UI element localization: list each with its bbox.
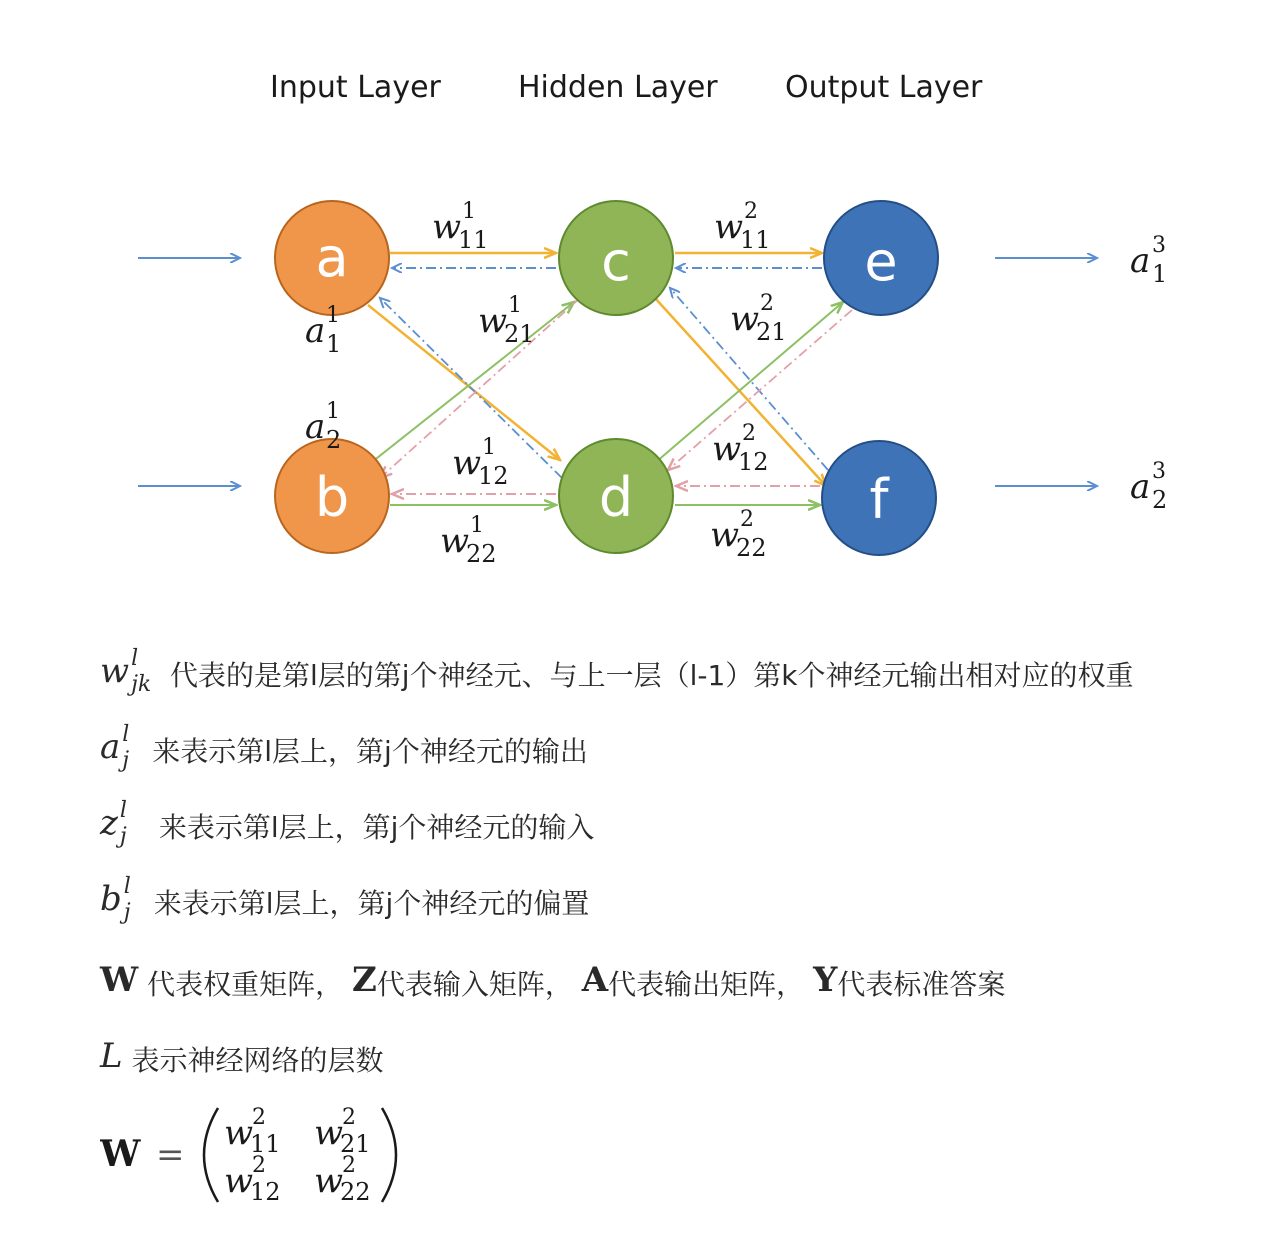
svg-text:w: w [224, 1161, 254, 1201]
svg-text:1: 1 [326, 399, 340, 424]
definition-L-text: 表示神经网络的层数 [122, 1044, 384, 1077]
weight-w11-1 [432, 199, 489, 254]
symbol-W: W [100, 960, 139, 1000]
svg-text:21: 21 [756, 318, 787, 346]
svg-text:22: 22 [340, 1178, 371, 1206]
svg-text:1: 1 [462, 199, 476, 224]
node-c-label: c [601, 230, 631, 293]
matrix-cell-22 [314, 1153, 371, 1206]
svg-text:2: 2 [252, 1153, 266, 1178]
svg-text:1: 1 [508, 293, 522, 318]
weight-w21-2 [730, 291, 787, 346]
svg-text:3: 3 [1152, 233, 1166, 258]
matrix-lhs: W [100, 1133, 141, 1175]
svg-text:1: 1 [482, 435, 496, 460]
activation-a2-3 [1130, 459, 1167, 514]
svg-text:2: 2 [740, 507, 754, 532]
symbol-A: A [581, 960, 609, 1000]
header-input-layer: Input Layer [270, 70, 441, 105]
svg-text:12: 12 [738, 448, 769, 476]
definition-w [100, 646, 1134, 698]
symbol-a: a [100, 727, 121, 767]
definition-z-text: 来表示第l层上，第j个神经元的输入 [149, 811, 595, 844]
left-paren [204, 1108, 218, 1202]
node-a-label: a [315, 226, 349, 289]
header-output-layer: Output Layer [785, 70, 983, 105]
symbol-z-scripts: l j [119, 798, 127, 849]
symbol-b: b [100, 879, 122, 919]
node-c [559, 201, 673, 315]
weight-w12-1 [452, 435, 509, 490]
svg-text:1: 1 [326, 330, 342, 358]
svg-text:12: 12 [478, 462, 509, 490]
definition-z [100, 798, 595, 850]
node-f [822, 441, 936, 555]
definition-a [100, 722, 588, 774]
symbol-Z: Z [352, 960, 377, 1000]
matrix-cell-11 [224, 1105, 281, 1158]
weight-w22-2 [710, 507, 767, 562]
svg-text:2: 2 [252, 1105, 266, 1130]
svg-text:1: 1 [470, 513, 484, 538]
svg-text:12: 12 [250, 1178, 281, 1206]
definition-b [100, 874, 590, 926]
node-d-label: d [598, 466, 634, 529]
svg-text:2: 2 [760, 291, 774, 316]
node-b [275, 439, 389, 553]
definition-b-text: 来表示第l层上，第j个神经元的偏置 [153, 887, 590, 920]
svg-text:11: 11 [740, 226, 771, 254]
activation-a2-1 [305, 399, 341, 454]
svg-text:w: w [224, 1113, 254, 1153]
svg-text:21: 21 [340, 1130, 371, 1158]
symbol-w-scripts: l jk [131, 646, 152, 697]
svg-text:22: 22 [736, 534, 767, 562]
matrix-eq: = [156, 1135, 185, 1175]
svg-text:a: a [1130, 241, 1151, 281]
weight-matrix [100, 1100, 420, 1210]
symbol-Y: Y [813, 960, 838, 1000]
svg-text:21: 21 [504, 320, 535, 348]
node-d [559, 439, 673, 553]
svg-text:2: 2 [342, 1105, 356, 1130]
activation-a1-1 [305, 303, 341, 358]
svg-text:11: 11 [250, 1130, 281, 1158]
edge-b-c [372, 302, 574, 462]
svg-text:w: w [710, 515, 740, 555]
svg-text:w: w [714, 207, 744, 247]
activation-a1-3 [1130, 233, 1167, 288]
definition-a-text: 来表示第l层上，第j个神经元的输出 [152, 735, 588, 768]
svg-text:2: 2 [342, 1153, 356, 1178]
svg-text:w: w [314, 1161, 344, 1201]
svg-text:1: 1 [326, 303, 340, 328]
symbol-L: L [100, 1036, 123, 1076]
matrix-cell-21 [314, 1105, 371, 1158]
node-f-label: f [869, 468, 889, 531]
symbol-z: z [100, 803, 118, 843]
svg-text:2: 2 [744, 199, 758, 224]
svg-text:w: w [432, 207, 462, 247]
svg-text:2: 2 [326, 426, 342, 454]
svg-text:w: w [478, 301, 508, 341]
node-b-label: b [314, 466, 350, 529]
network-diagram [0, 0, 1272, 620]
svg-text:a: a [305, 407, 326, 447]
node-e [824, 201, 938, 315]
symbol-b-scripts: l j [123, 874, 131, 925]
svg-text:11: 11 [458, 226, 489, 254]
svg-text:w: w [452, 443, 482, 483]
svg-text:w: w [314, 1113, 344, 1153]
svg-text:3: 3 [1152, 459, 1166, 484]
svg-text:w: w [730, 299, 760, 339]
symbol-w: w [100, 651, 130, 691]
svg-text:22: 22 [466, 540, 497, 568]
definition-w-text: 代表的是第l层的第j个神经元、与上一层（l-1）第k个神经元输出相对应的权重 [161, 659, 1134, 692]
definition-matrices: W 代表权重矩阵， Z代表输入矩阵， A代表输出矩阵， Y代表标准答案 [100, 960, 1006, 1001]
symbol-a-scripts: l j [122, 722, 130, 773]
weight-w22-1 [440, 513, 497, 568]
matrix-cell-12 [224, 1153, 281, 1206]
header-hidden-layer: Hidden Layer [518, 70, 718, 105]
svg-text:2: 2 [742, 421, 756, 446]
svg-text:1: 1 [1152, 260, 1168, 288]
definition-L [100, 1036, 383, 1079]
svg-text:w: w [712, 429, 742, 469]
weight-w21-1 [478, 293, 535, 348]
svg-text:w: w [440, 521, 470, 561]
weight-w11-2 [714, 199, 771, 254]
svg-text:a: a [1130, 467, 1151, 507]
right-paren [382, 1108, 396, 1202]
svg-text:a: a [305, 311, 326, 351]
svg-text:2: 2 [1152, 486, 1168, 514]
weight-w12-2 [712, 421, 769, 476]
node-a [275, 201, 389, 315]
node-e-label: e [864, 230, 898, 293]
